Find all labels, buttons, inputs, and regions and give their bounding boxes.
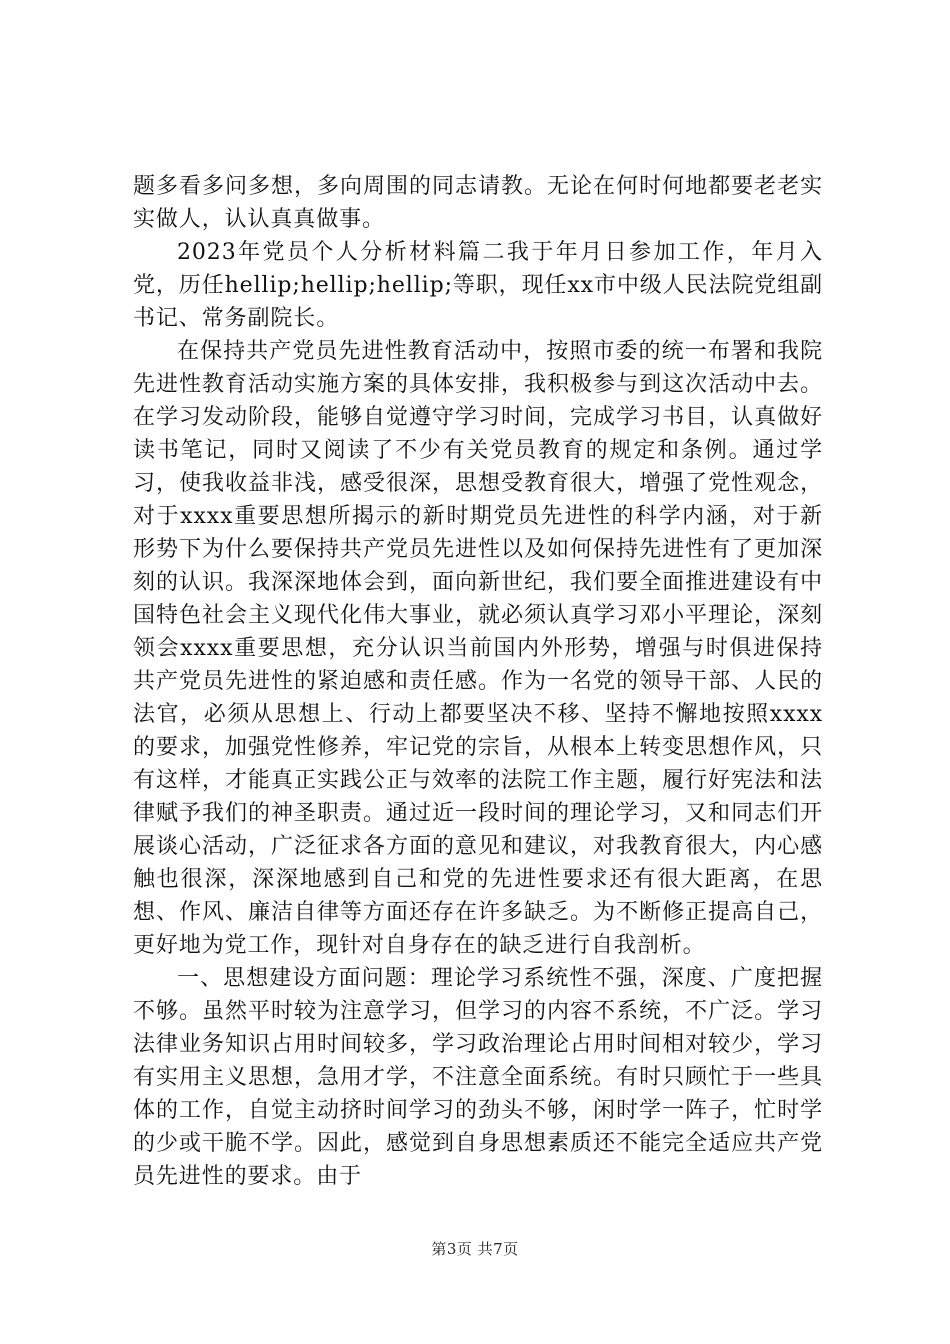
paragraph-1: 题多看多问多想，多向周围的同志请教。无论在何时何地都要老老实实做人，认认真真做事。 — [133, 174, 823, 232]
paragraph-4: 一、思想建设方面问题：理论学习系统性不强，深度、广度把握不够。虽然平时较为注意学习，但学习的内容不系统，不广泛。学习法律业务知识占用时间较多，学习政治理论占用时间相对较少，学习有实用主义思想，急用才学，不注意全面系统。有时只顾忙于一些具体的工作，自觉主动挤时间学习的劲头不够，闲时学一阵子，忙时学的少或干脆不学。因此，感觉到自身思想素质还不能完全适应共产党员先进性的要求。由于 — [133, 966, 823, 1189]
paragraph-2: 2023年党员个人分析材料篇二我于年月日参加工作，年月入党，历任hellip;hellip;hellip;等职，现任xx市中级人民法院党组副书记、常务副院长。 — [133, 240, 823, 331]
document-body — [133, 170, 823, 1193]
page-number-label: 第3页 共7页 — [431, 1240, 519, 1258]
paragraph-3: 在保持共产党员先进性教育活动中，按照市委的统一布署和我院先进性教育活动实施方案的具体安排，我积极参与到这次活动中去。在学习发动阶段，能够自觉遵守学习时间，完成学习书目，认真做好读书笔记，同时又阅读了不少有关党员教育的规定和条例。通过学习，使我收益非浅，感受很深，思想受教育很大，增强了党性观念，对于xxxx重要思想所揭示的新时期党员先进性的科学内涵，对于新形势下为什么要保持共产党员先进性以及如何保持先进性有了更加深刻的认识。我深深地体会到，面向新世纪，我们要全面推进建设有中国特色社会主义现代化伟大事业，就必须认真学习邓小平理论，深刻领会xxxx重要思想，充分认识当前国内外形势，增强与时俱进保持共产党员先进性的紧迫感和责任感。作为一名党的领导干部、人民的法官，必须从思想上、行动上都要坚决不移、坚持不懈地按照xxxx的要求，加强党性修养，牢记党的宗旨，从根本上转变思想作风，只有这样，才能真正实践公正与效率的法院工作主题，履行好宪法和法律赋予我们的神圣职责。通过近一段时间的理论学习，又和同志们开展谈心活动，广泛征求各方面的意见和建议，对我教育很大，内心感触也很深，深深地感到自己和党的先进性要求还有很大距离，在思想、作风、廉洁自律等方面还存在许多缺乏。为不断修正提高自己，更好地为党工作，现针对自身存在的缺乏进行自我剖析。 — [133, 339, 823, 958]
page-footer — [0, 1239, 950, 1259]
